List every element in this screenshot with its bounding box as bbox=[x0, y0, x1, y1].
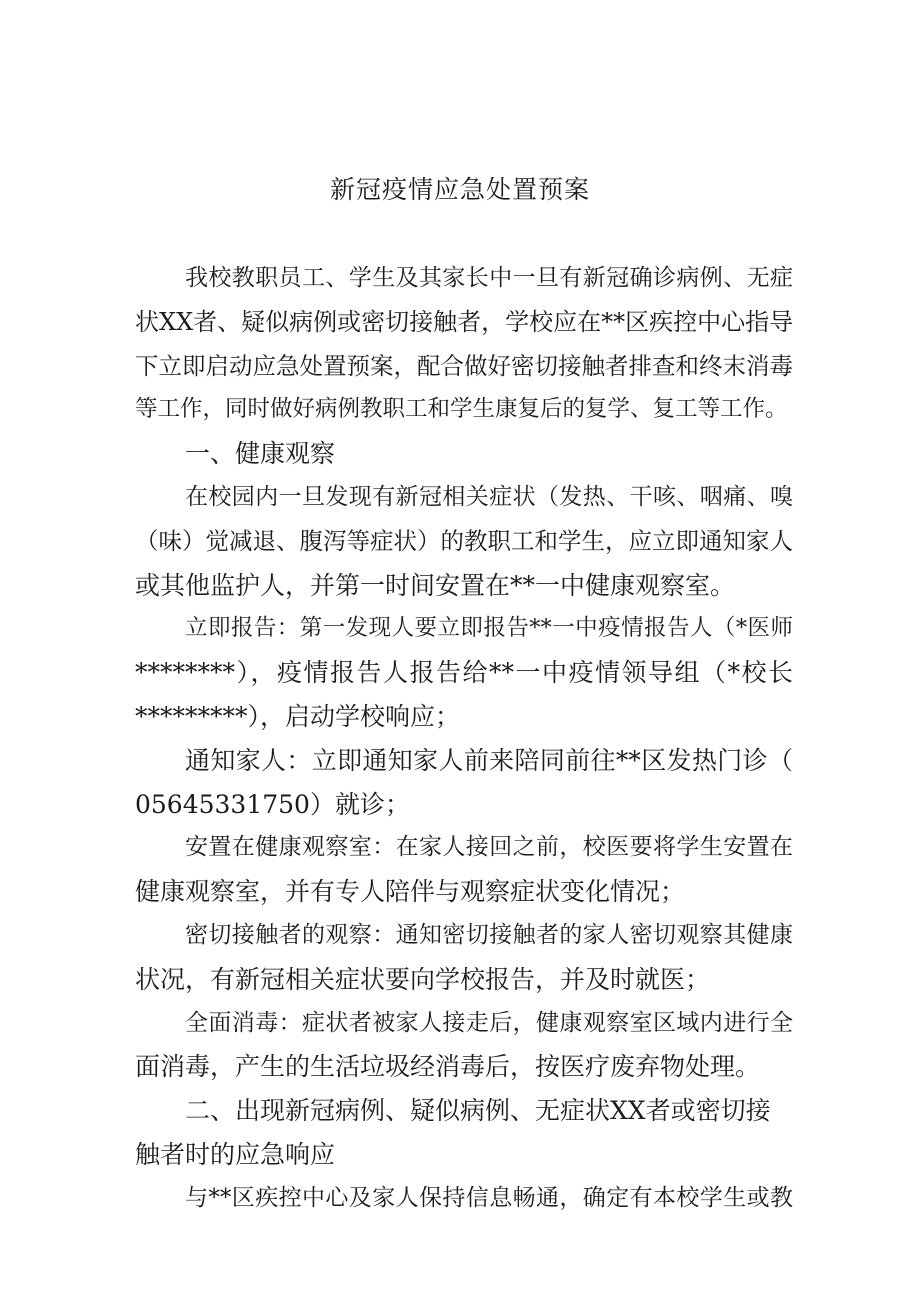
text-line: 面消毒，产生的生活垃圾经消毒后，按医疗废弃物处理。 bbox=[135, 1052, 761, 1082]
text-line: 安置在健康观察室：在家人接回之前，校医要将学生安置在 bbox=[185, 834, 793, 861]
text-line: 与**区疾控中心及家人保持信息畅通，确定有本校学生或教 bbox=[185, 1184, 793, 1211]
text-line: 全面消毒：症状者被家人接走后，健康观察室区域内进行全 bbox=[185, 1009, 793, 1036]
text-line: 通知家人：立即通知家人前来陪同前往**区发热门诊（ bbox=[185, 745, 793, 775]
document-title: 新冠疫情应急处置预案 bbox=[329, 175, 590, 204]
text-line: （味）觉减退、腹泻等症状）的教职工和学生，应立即通知家人 bbox=[135, 526, 793, 555]
text-line: 二、出现新冠病例、疑似病例、无症状XX者或密切接 bbox=[185, 1096, 771, 1126]
text-line: ********），疫情报告人报告给**一中疫情领导组（*校长 bbox=[135, 658, 793, 688]
document-body bbox=[135, 257, 793, 1221]
text-line: 05645331750）就诊； bbox=[135, 789, 410, 819]
text-line: 健康观察室，并有专人陪伴与观察症状变化情况； bbox=[135, 877, 686, 907]
text-line: 状况，有新冠相关症状要向学校报告，并及时就医； bbox=[135, 964, 711, 994]
text-line: 一、健康观察 bbox=[185, 439, 336, 469]
text-line: 立即报告：第一发现人要立即报告**一中疫情报告人（*医师 bbox=[185, 615, 793, 642]
text-line: 等工作，同时做好病例教职工和学生康复后的复学、复工等工作。 bbox=[135, 396, 788, 423]
text-line: 触者时的应急响应 bbox=[135, 1139, 336, 1169]
text-line: *********），启动学校响应； bbox=[135, 701, 461, 731]
text-line: 下立即启动应急处置预案，配合做好密切接触者排查和终末消毒 bbox=[135, 351, 793, 380]
text-line: 我校教职员工、学生及其家长中一旦有新冠确诊病例、无症 bbox=[185, 265, 793, 291]
text-line: 状XX者、疑似病例或密切接触者，学校应在**区疾控中心指导 bbox=[135, 307, 794, 336]
text-line: 密切接触者的观察：通知密切接触者的家人密切观察其健康 bbox=[185, 921, 793, 948]
text-line: 在校园内一旦发现有新冠相关症状（发热、干咳、咽痛、嗅 bbox=[185, 483, 793, 510]
text-line: 或其他监护人，并第一时间安置在**一中健康观察室。 bbox=[135, 570, 736, 600]
